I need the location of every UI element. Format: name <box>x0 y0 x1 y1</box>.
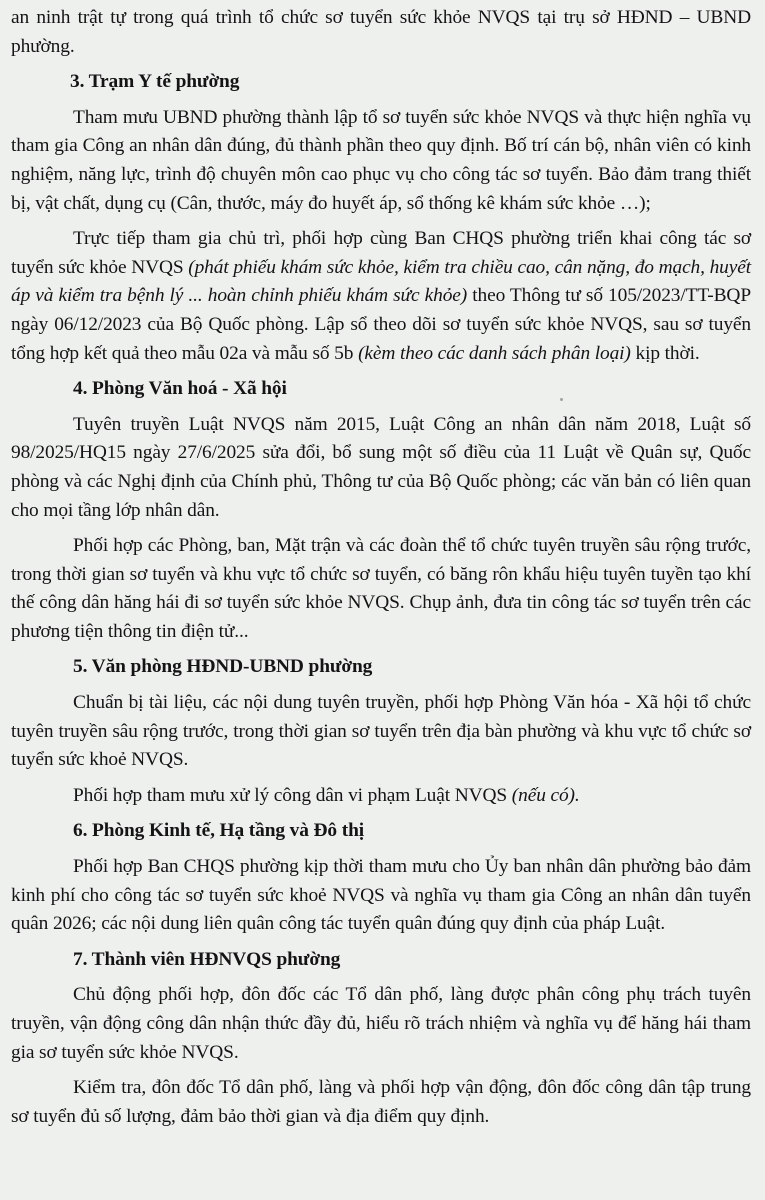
section-7-heading: 7. Thành viên HĐNVQS phường <box>73 948 341 970</box>
section-3-paragraph-2-italic-b: (kèm theo các danh sách phân loại) <box>358 342 631 364</box>
section-5-paragraph-1: Chuẩn bị tài liệu, các nội dung tuyên truyền, phối hợp Phòng Văn hóa - Xã hội tổ chức tuyên truyền sâu rộng trước, trong thời gian sơ tuyển trên địa bàn phường và khu vực tổ chức sơ tuyển sức khoẻ NVQS. <box>11 692 751 771</box>
section-6-paragraph-1: Phối hợp Ban CHQS phường kịp thời tham mưu cho Ủy ban nhân dân phường bảo đảm kinh phí cho công tác sơ tuyển sức khoẻ NVQS và nghĩa vụ tham gia Công an nhân dân tuyển quân 2026; các nội dung liên quân công tác tuyển quân đúng quy định của pháp Luật. <box>11 856 751 935</box>
section-7-paragraph-2: Kiểm tra, đôn đốc Tổ dân phố, làng và phối hợp vận động, đôn đốc công dân tập trung sơ tuyển đủ số lượng, đảm bảo thời gian và địa điểm quy định. <box>11 1077 751 1127</box>
scan-speck <box>560 398 563 401</box>
section-7-paragraph-1: Chủ động phối hợp, đôn đốc các Tổ dân phố, làng được phân công phụ trách tuyên truyền, vận động công dân nhận thức đầy đủ, hiểu rõ trách nhiệm và nghĩa vụ để hăng hái tham gia sơ tuyển sức khỏe NVQS. <box>11 984 751 1063</box>
section-3-paragraph-2-text-b: theo Thông tư số 105/2023/TT-BQP ngày 06/12/2023 của Bộ Quốc phòng. Lập sổ theo dõi sơ tuyển sức khỏe NVQS, sau sơ tuyển tổng hợp kết quả theo mẫu 02a và mẫu số 5b <box>11 285 751 364</box>
section-5-paragraph-2-text: Phối hợp tham mưu xử lý công dân vi phạm Luật NVQS <box>73 784 512 806</box>
section-3-heading: 3. Trạm Y tế phường <box>70 71 240 93</box>
section-6-heading: 6. Phòng Kinh tế, Hạ tầng và Đô thị <box>73 820 365 842</box>
section-5-paragraph-2-italic: (nếu có). <box>511 784 580 806</box>
section-4-paragraph-2: Phối hợp các Phòng, ban, Mặt trận và các đoàn thể tổ chức tuyên truyền sâu rộng trước, trong thời gian sơ tuyển và khu vực tổ chức sơ tuyển, có băng rôn khẩu hiệu tuyên tuyền tạo khí thế công dân hăng hái đi sơ tuyển sức khỏe NVQS. Chụp ảnh, đưa tin công tác sơ tuyển trên các phương tiện thông tin điện tử... <box>11 535 751 642</box>
section-4-heading: 4. Phòng Văn hoá - Xã hội <box>73 378 287 400</box>
section-3-paragraph-2-text-a: Trực tiếp tham gia chủ trì, phối hợp cùng Ban CHQS phường triển khai công tác sơ tuyển sức khỏe NVQS <box>11 228 751 278</box>
section-5-heading: 5. Văn phòng HĐND-UBND phường <box>73 656 373 678</box>
section-3-paragraph-2-italic-a: (phát phiếu khám sức khỏe, kiểm tra chiều cao, cân nặng, đo mạch, huyết áp và kiểm tra bệnh lý ... hoàn chỉnh phiếu khám sức khỏe) <box>11 256 751 307</box>
section-5-paragraph-2 <box>11 782 751 811</box>
section-3-paragraph-2-text-c: kịp thời. <box>630 342 700 364</box>
intro-paragraph: an ninh trật tự trong quá trình tổ chức sơ tuyển sức khỏe NVQS tại trụ sở HĐND – UBND phường. <box>11 7 751 57</box>
section-3-paragraph-1: Tham mưu UBND phường thành lập tổ sơ tuyển sức khỏe NVQS và thực hiện nghĩa vụ tham gia Công an nhân dân đúng, đủ thành phần theo quy định. Bố trí cán bộ, nhân viên có kinh nghiệm, năng lực, trình độ chuyên môn cao phục vụ cho công tác sơ tuyển. Bảo đảm trang thiết bị, vật chất, dụng cụ (Cân, thước, máy đo huyết áp, sổ thống kê khám sức khỏe …); <box>11 106 751 214</box>
section-3-paragraph-2 <box>11 225 751 368</box>
section-4-paragraph-1: Tuyên truyền Luật NVQS năm 2015, Luật Công an nhân dân năm 2018, Luật số 98/2025/HQ15 ngày 27/6/2025 sửa đổi, bổ sung một số điều của 11 Luật về Quân sự, Quốc phòng và các Nghị định của Chính phủ, Thông tư của Bộ Quốc phòng; các văn bản có liên quan cho mọi tầng lớp nhân dân. <box>11 413 751 521</box>
